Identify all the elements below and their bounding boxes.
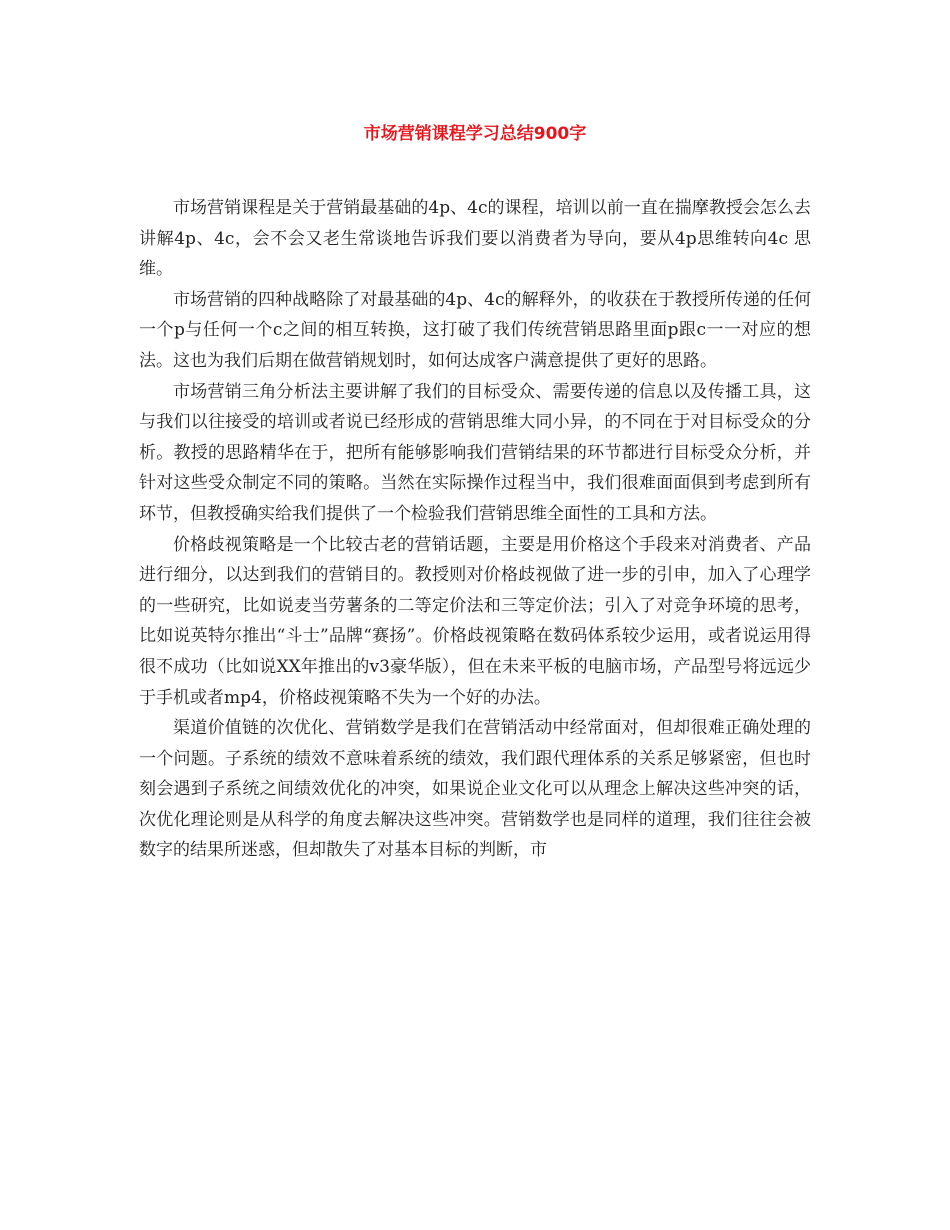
paragraph: 市场营销课程是关于营销最基础的4p、4c的课程，培训以前一直在揣摩教授会怎么去讲解4p、4c，会不会又老生常谈地告诉我们要以消费者为导向，要从4p思维转向4c 思维。	[139, 198, 811, 280]
paragraph: 市场营销三角分析法主要讲解了我们的目标受众、需要传递的信息以及传播工具，这与我们以往接受的培训或者说已经形成的营销思维大同小异，的不同在于对目标受众的分析。教授的思路精华在于，把所有能够影响我们营销结果的环节都进行目标受众分析，并针对这些受众制定不同的策略。当然在实际操作过程当中，我们很难面面俱到考虑到所有环节，但教授确实给我们提供了一个检验我们营销思维全面性的工具和方法。	[139, 381, 811, 524]
document-title: 市场营销课程学习总结900字	[363, 124, 587, 144]
paragraph: 价格歧视策略是一个比较古老的营销话题，主要是用价格这个手段来对消费者、产品进行细分，以达到我们的营销目的。教授则对价格歧视做了进一步的引申，加入了心理学的一些研究，比如说麦当劳薯条的二等定价法和三等定价法；引入了对竞争环境的思考，比如说英特尔推出“斗士”品牌“赛扬”。价格歧视策略在数码体系较少运用，或者说运用得很不成功（比如说XX年推出的v3豪华版），但在未来平板的电脑市场，产品型号将远远少于手机或者mp4，价格歧视策略不失为一个好的办法。	[139, 534, 811, 708]
document-body	[139, 193, 811, 866]
paragraph: 市场营销的四种战略除了对最基础的4p、4c的解释外，的收获在于教授所传递的任何一个p与任何一个c之间的相互转换，这打破了我们传统营销思路里面p跟c一一对应的想法。这也为我们后期在做营销规划时，如何达成客户满意提供了更好的思路。	[139, 289, 811, 371]
paragraph: 渠道价值链的次优化、营销数学是我们在营销活动中经常面对，但却很难正确处理的一个问题。子系统的绩效不意味着系统的绩效，我们跟代理体系的关系足够紧密，但也时刻会遇到子系统之间绩效优化的冲突，如果说企业文化可以从理念上解决这些冲突的话，次优化理论则是从科学的角度去解决这些冲突。营销数学也是同样的道理，我们往往会被数字的结果所迷惑，但却散失了对基本目标的判断，市	[139, 718, 811, 861]
